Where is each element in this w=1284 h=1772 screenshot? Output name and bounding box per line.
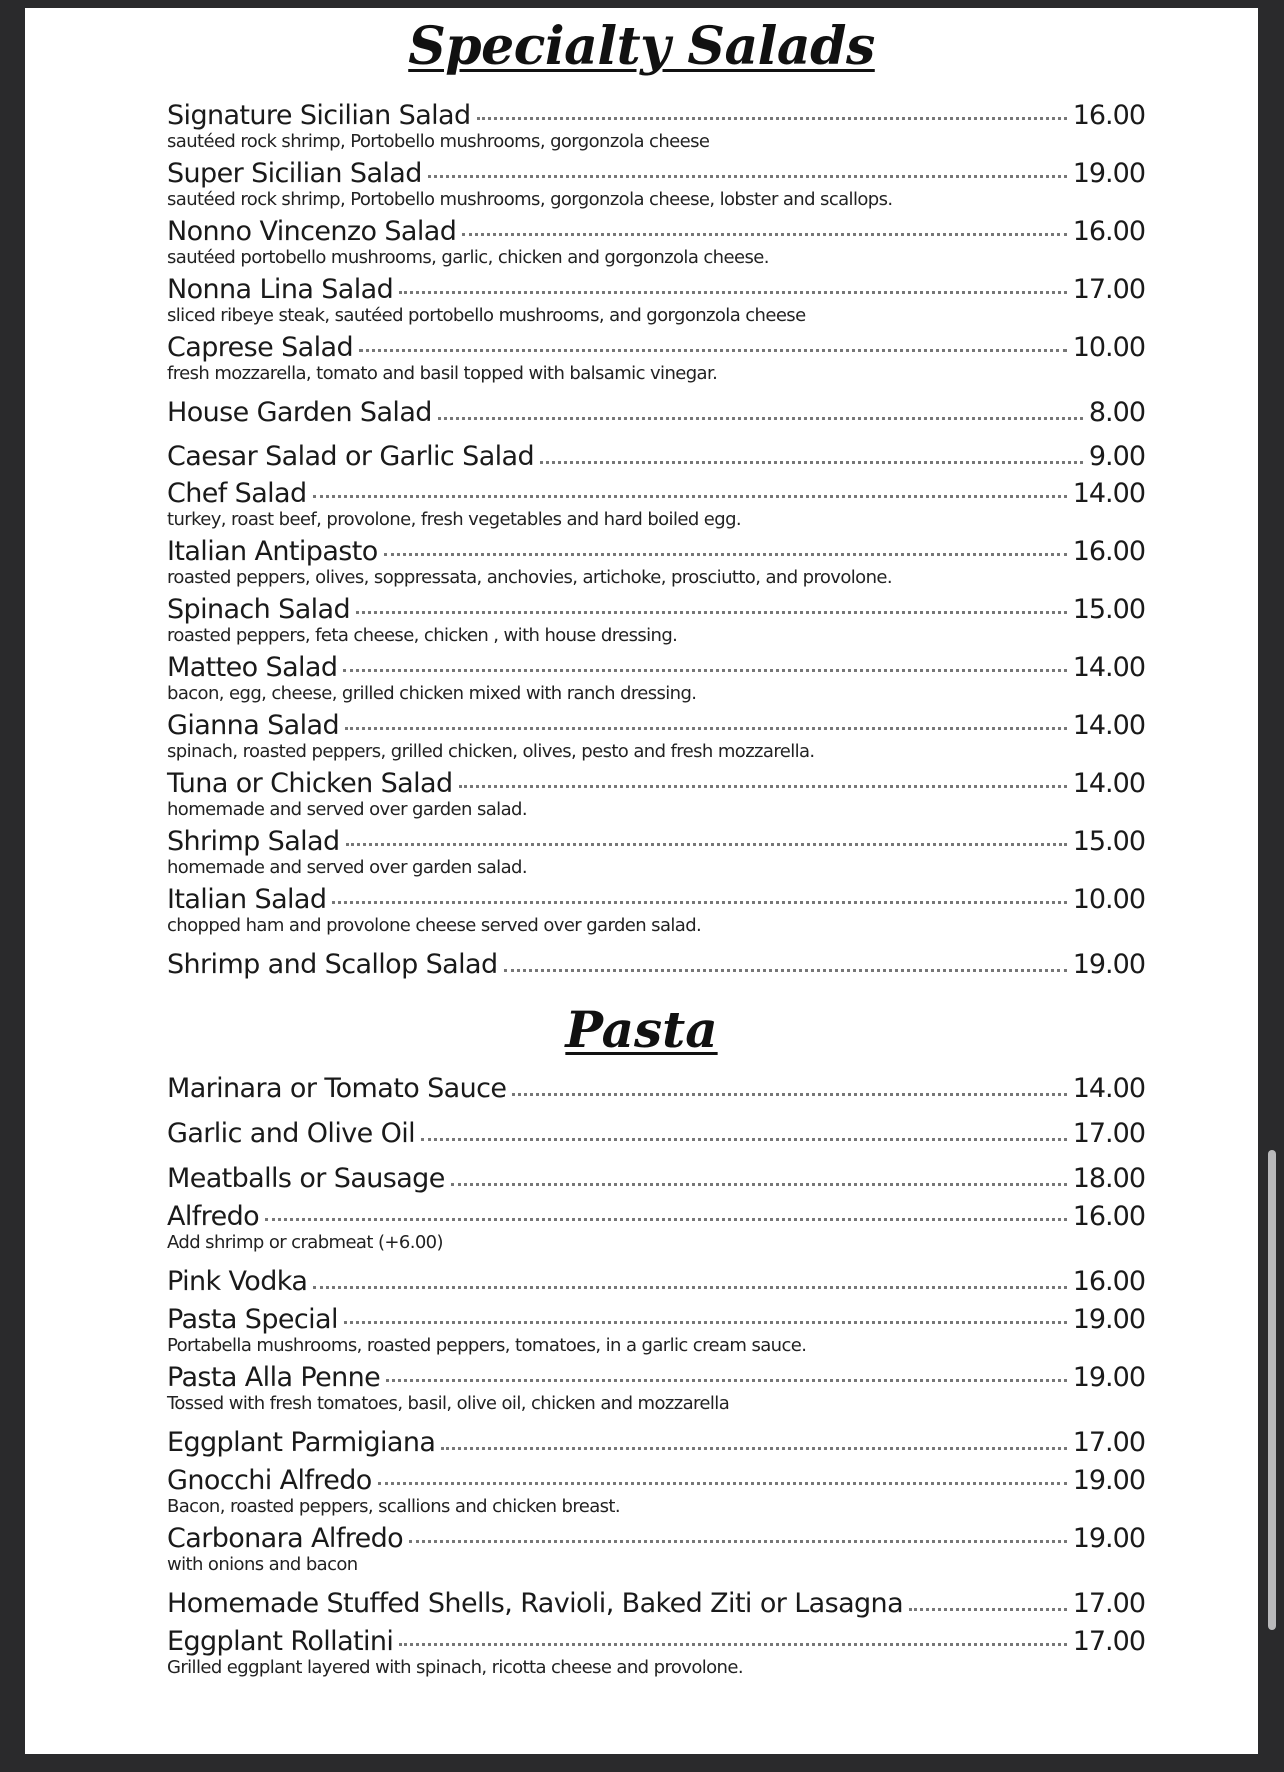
menu-item [167,536,1145,594]
menu-item-row [167,1523,1145,1555]
menu-item [167,768,1145,826]
salads-heading: Specialty Salads [408,16,875,77]
menu-item-price: 15.00 [1072,826,1145,857]
vertical-scrollbar[interactable] [1268,1150,1276,1630]
menu-item-price: 14.00 [1072,1073,1145,1104]
dot-leader [378,1482,1067,1485]
menu-item-description: sliced ribeye steak, sautéed portobello mushrooms, and gorgonzola cheese [167,305,806,326]
menu-item [167,1111,1145,1156]
dot-leader [346,843,1067,846]
menu-item-price: 17.00 [1072,1588,1145,1619]
menu-item-row [167,216,1145,248]
menu-item-description: sautéed portobello mushrooms, garlic, chicken and gorgonzola cheese. [167,247,769,268]
menu-item-name: Carbonara Alfredo [167,1523,404,1554]
dot-leader [438,417,1083,420]
menu-item-name: House Garden Salad [167,396,432,428]
menu-item-row [167,768,1145,800]
menu-item-name: Eggplant Parmigiana [167,1427,436,1458]
menu-item-price: 10.00 [1072,332,1145,363]
menu-item-row [167,1111,1145,1156]
menu-item-row [167,100,1145,132]
menu-item-name: Nonna Lina Salad [167,274,394,305]
dot-leader [399,291,1067,294]
menu-item-name: Nonno Vincenzo Salad [167,216,457,247]
menu-item [167,652,1145,710]
menu-item-name: Shrimp and Scallop Salad [167,948,498,980]
menu-item [167,1420,1145,1465]
menu-item-name: Pasta Alla Penne [167,1362,381,1393]
menu-item-price: 19.00 [1072,948,1145,980]
dot-leader [477,117,1067,120]
dot-leader [313,495,1067,498]
menu-item-row [167,158,1145,190]
salads-list [167,100,1145,986]
menu-item-price: 17.00 [1072,1118,1145,1149]
menu-item-name: Caprese Salad [167,332,353,363]
dot-leader [399,1643,1066,1646]
menu-item-description: Grilled eggplant layered with spinach, ricotta cheese and provolone. [167,1657,743,1678]
dot-leader [332,901,1066,904]
menu-item-row [167,1420,1145,1465]
menu-item-row [167,1259,1145,1304]
menu-item-description: homemade and served over garden salad. [167,799,527,820]
menu-item-price: 15.00 [1072,594,1145,625]
dot-leader [451,1183,1067,1186]
menu-item-price: 10.00 [1072,884,1145,915]
menu-item [167,274,1145,332]
menu-item-name: Italian Salad [167,884,327,915]
menu-item-description: roasted peppers, feta cheese, chicken , with house dressing. [167,625,678,646]
menu-item [167,1066,1145,1111]
menu-item [167,1304,1145,1362]
menu-item-name: Meatballs or Sausage [167,1163,445,1194]
menu-item-row [167,536,1145,568]
menu-item-description: sautéed rock shrimp, Portobello mushrooms, gorgonzola cheese [167,131,710,152]
menu-item [167,826,1145,884]
menu-item-name: Eggplant Rollatini [167,1626,394,1657]
menu-item-row [167,1066,1145,1111]
dot-leader [356,611,1067,614]
menu-item [167,1156,1145,1201]
menu-item [167,594,1145,652]
menu-item-description: Portabella mushrooms, roasted peppers, tomatoes, in a garlic cream sauce. [167,1335,807,1356]
dot-leader [343,669,1066,672]
menu-item-name: Garlic and Olive Oil [167,1118,416,1149]
dot-leader [386,1379,1067,1382]
menu-item [167,100,1145,158]
menu-item-name: Caesar Salad or Garlic Salad [167,440,535,472]
dot-leader [441,1447,1066,1450]
menu-item-price: 17.00 [1072,274,1145,305]
menu-item [167,942,1145,986]
menu-item-price: 16.00 [1072,216,1145,247]
menu-item-name: Super Sicilian Salad [167,158,422,189]
menu-item-description: Tossed with fresh tomatoes, basil, olive oil, chicken and mozzarella [167,1393,730,1414]
menu-item-description: spinach, roasted peppers, grilled chicken, olives, pesto and fresh mozzarella. [167,741,815,762]
menu-item [167,1581,1145,1626]
menu-item-row [167,884,1145,916]
menu-item-price: 14.00 [1072,768,1145,799]
dot-leader [504,969,1067,972]
menu-item-description: bacon, egg, cheese, grilled chicken mixed with ranch dressing. [167,683,697,704]
menu-item-row [167,710,1145,742]
menu-item [167,1259,1145,1304]
menu-item [167,710,1145,768]
menu-item-description: roasted peppers, olives, soppressata, anchovies, artichoke, prosciutto, and provolone. [167,567,892,588]
menu-item [167,1626,1145,1684]
menu-item-row [167,1626,1145,1658]
pasta-heading: Pasta [565,1000,718,1059]
menu-item-price: 14.00 [1072,478,1145,509]
menu-item-name: Homemade Stuffed Shells, Ravioli, Baked Ziti or Lasagna [167,1588,904,1619]
menu-item-price: 18.00 [1072,1163,1145,1194]
menu-item-row [167,594,1145,626]
menu-item-price: 19.00 [1072,1362,1145,1393]
dot-leader [428,175,1067,178]
dot-leader [512,1093,1066,1096]
menu-item-row [167,274,1145,306]
menu-item-row [167,826,1145,858]
menu-item-price: 19.00 [1072,1523,1145,1554]
menu-item-name: Signature Sicilian Salad [167,100,471,131]
menu-item-row [167,478,1145,510]
menu-item [167,1465,1145,1523]
menu-item-price: 14.00 [1072,652,1145,683]
dot-leader [345,727,1067,730]
menu-item-description: sautéed rock shrimp, Portobello mushrooms, gorgonzola cheese, lobster and scallops. [167,189,893,210]
menu-item-name: Alfredo [167,1201,260,1232]
menu-item-name: Marinara or Tomato Sauce [167,1073,507,1104]
dot-leader [409,1540,1067,1543]
menu-item-description: fresh mozzarella, tomato and basil topped with balsamic vinegar. [167,363,718,384]
menu-item-name: Chef Salad [167,478,307,509]
menu-item [167,158,1145,216]
dot-leader [909,1608,1067,1611]
menu-item [167,216,1145,274]
menu-item-description: Bacon, roasted peppers, scallions and chicken breast. [167,1496,620,1517]
menu-item [167,1362,1145,1420]
menu-item-row [167,1201,1145,1233]
menu-item-name: Gnocchi Alfredo [167,1465,372,1496]
menu-item-price: 17.00 [1072,1427,1145,1458]
menu-item-price: 14.00 [1072,710,1145,741]
menu-item-price: 19.00 [1072,1304,1145,1335]
menu-item-description: homemade and served over garden salad. [167,857,527,878]
dot-leader [421,1138,1067,1141]
menu-item-row [167,1156,1145,1201]
menu-item-description: Add shrimp or crabmeat (+6.00) [167,1232,443,1253]
menu-item-price: 19.00 [1072,158,1145,189]
menu-item-row [167,1581,1145,1626]
menu-item-description: chopped ham and provolone cheese served over garden salad. [167,915,702,936]
dot-leader [359,349,1067,352]
menu-item-description: turkey, roast beef, provolone, fresh vegetables and hard boiled egg. [167,509,742,530]
menu-item-row [167,942,1145,986]
menu-item [167,332,1145,390]
menu-item-description: with onions and bacon [167,1554,358,1575]
menu-item [167,478,1145,536]
menu-item-name: Shrimp Salad [167,826,340,857]
menu-item-name: Matteo Salad [167,652,338,683]
menu-item-row [167,390,1145,434]
menu-item-price: 17.00 [1072,1626,1145,1657]
dot-leader [384,553,1067,556]
menu-item-name: Spinach Salad [167,594,351,625]
menu-item-row [167,1465,1145,1497]
menu-item-name: Pink Vodka [167,1266,308,1297]
menu-item [167,1523,1145,1581]
menu-item [167,434,1145,478]
menu-item-row [167,434,1145,478]
menu-item-price: 16.00 [1072,1266,1145,1297]
dot-leader [462,233,1066,236]
dot-leader [540,461,1083,464]
dot-leader [459,785,1067,788]
menu-item [167,390,1145,434]
dot-leader [313,1286,1066,1289]
menu-item-name: Tuna or Chicken Salad [167,768,453,799]
menu-item-name: Pasta Special [167,1304,338,1335]
menu-item-row [167,652,1145,684]
dot-leader [265,1218,1067,1221]
pasta-list [167,1066,1145,1684]
menu-item-price: 8.00 [1088,396,1145,428]
menu-item [167,1201,1145,1259]
menu-item-row [167,332,1145,364]
menu-item-row [167,1362,1145,1394]
dot-leader [344,1321,1067,1324]
menu-item-price: 9.00 [1088,440,1145,472]
menu-item-price: 19.00 [1072,1465,1145,1496]
menu-item-row [167,1304,1145,1336]
menu-page [25,8,1258,1754]
menu-item [167,884,1145,942]
menu-item-name: Italian Antipasto [167,536,378,567]
menu-item-price: 16.00 [1072,1201,1145,1232]
menu-item-name: Gianna Salad [167,710,339,741]
menu-item-price: 16.00 [1072,536,1145,567]
menu-item-price: 16.00 [1072,100,1145,131]
